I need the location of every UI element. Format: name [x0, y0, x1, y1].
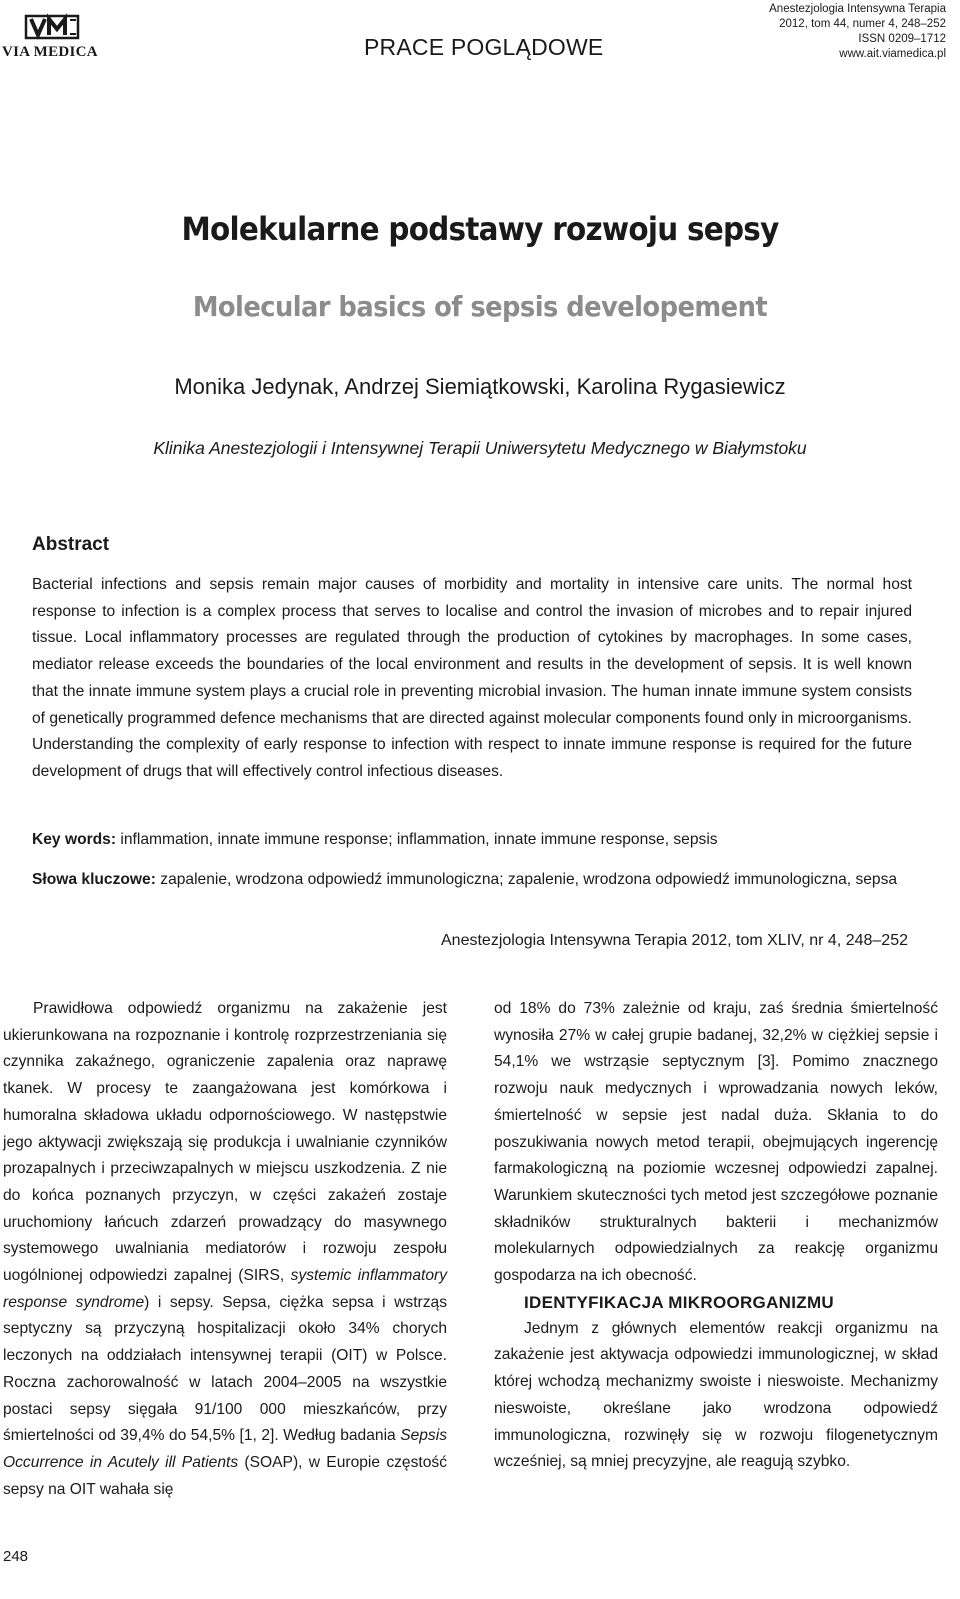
text-run: Prawidłowa odpowiedź organizmu na zakażenie jest ukierunkowana na rozpoznanie i kontrolę rozprzestrzeniania się czynnika zakaźnego, ograniczenie zapalenia oraz naprawę tkanek. W procesy te zaangażowana jest komórkowa i humoralna składowa układu odpornościowego. W następstwie jego aktywacji zwiększają się produkcja i uwalnianie czynników prozapalnych i przeciwzapalnych w miejscu uszkodzenia. Z nie do końca poznanych przyczyn, w części zakażeń zostaje uruchomiony łańcuch zdarzeń prowadzący do masywnego systemowego uwalniania mediatorów i rozwoju zespołu uogólnionej odpowiedzi zapalnej (SIRS, — [3, 1000, 447, 1285]
paragraph: Jednym z głównych elementów reakcji organizmu na zakażenie jest aktywacja odpowiedzi immunologicznej, w skład której wchodzą mechanizmy swoiste i nieswoiste. Mechanizmy nieswoiste, określane jako wrodzona odpowiedź immunologiczna, rozwinęły się w rozwoju filogenetycznym wcześniej, są mniej precyzyjne, ale reagują szybko. — [494, 1319, 938, 1471]
abstract-text: Bacterial infections and sepsis remain major causes of morbidity and mortality in intensive care units. The normal host response to infection is a complex process that serves to localise and control the invasion of microbes and to repair injured tissue. Local inflammatory processes are regulated through the production of cytokines by macrophages. In some cases, mediator release exceeds the boundaries of the local environment and results in the development of sepsis. It is well known that the innate immune system plays a crucial role in preventing microbial invasion. The human innate immune system consists of genetically programmed defence mechanisms that are directed against molecular components found only in microorganisms. Understanding the complexity of early response to infection with respect to innate immune response is required for the future development of drugs that will effectively control infectious diseases. — [32, 576, 912, 780]
keywords — [32, 827, 912, 854]
journal-url[interactable]: www.ait.viamedica.pl — [839, 48, 946, 60]
text-run: (SOAP), w Europie częstość sepsy na OIT wahała się — [3, 1453, 447, 1498]
body-column-right — [494, 996, 938, 1476]
journal-issn: ISSN 0209–1712 — [858, 33, 946, 45]
paragraph — [3, 996, 447, 1503]
text-run: ) i sepsy. Sepsa, ciężka sepsa i wstrząs septyczny są przyczyną hospitalizacji około 34% chorych leczonych na oddziałach intensywnej terapii (OIT) w Polsce. Roczna zachorowalność w latach 2004–2005 na wszystkie postaci sepsy sięgała 91/100 000 mieszkańców, przy śmiertelności od 39,4% do 54,5% [1, 2]. Według badania — [3, 1293, 447, 1445]
vm-monogram-icon — [24, 12, 80, 42]
slowa-kluczowe-text: zapalenie, wrodzona odpowiedź immunologiczna; zapalenie, wrodzona odpowiedź immunologiczna, sepsa — [160, 871, 898, 888]
section-type: PRACE POGLĄDOWE — [364, 34, 604, 60]
slowa-kluczowe-label: Słowa kluczowe: — [32, 871, 156, 888]
abstract-heading: Abstract — [32, 534, 110, 555]
journal-issue: 2012, tom 44, numer 4, 248–252 — [779, 18, 946, 30]
text-run-italic: Sepsis Occurrence in Acutely ill Patients — [3, 1427, 447, 1471]
slowa-kluczowe — [32, 866, 912, 893]
body-column-left — [3, 996, 447, 1503]
article-authors: Monika Jedynak, Andrzej Siemiątkowski, Karolina Rygasiewicz — [174, 374, 786, 399]
paragraph: od 18% do 73% zależnie od kraju, zaś średnia śmiertelność wynosiła 27% w całej grupie badanej, 32,2% w ciężkiej sepsie i 54,1% we wstrząsie septycznym [3]. Pomimo znacznego rozwoju nauk medycznych i wprowadzania nowych leków, śmiertelność w sepsie jest nadal duża. Skłania to do poszukiwania nowych metod terapii, obejmujących ingerencję farmakologiczną na poziomie wczesnej odpowiedzi zapalnej. Warunkiem skuteczności tych metod jest szczegółowe poznanie składników strukturalnych bakterii i mechanizmów molekularnych odpowiedzialnych za reakcję organizmu gospodarza na ich obecność. — [494, 1000, 938, 1285]
logo-text: VIA MEDICA — [2, 44, 98, 60]
article-affiliation: Klinika Anestezjologii i Intensywnej Terapii Uniwersytetu Medycznego w Białymstoku — [153, 438, 807, 458]
article-title-pl: Molekularne podstawy rozwoju sepsy — [181, 210, 779, 248]
keywords-text: inflammation, innate immune response; inflammation, innate immune response, sepsis — [120, 831, 718, 848]
text-run-italic: systemic inflammatory response syndrome — [3, 1267, 447, 1311]
journal-name: Anestezjologia Intensywna Terapia — [769, 3, 946, 15]
article-title-en: Molecular basics of sepsis developement — [192, 290, 768, 323]
keywords-label: Key words: — [32, 831, 117, 848]
citation: Anestezjologia Intensywna Terapia 2012, tom XLIV, nr 4, 248–252 — [441, 932, 908, 949]
journal-info — [769, 2, 946, 62]
page-number: 248 — [3, 1548, 29, 1565]
via-medica-logo — [2, 12, 106, 62]
section-heading: IDENTYFIKACJA MIKROORGANIZMU — [524, 1292, 834, 1312]
